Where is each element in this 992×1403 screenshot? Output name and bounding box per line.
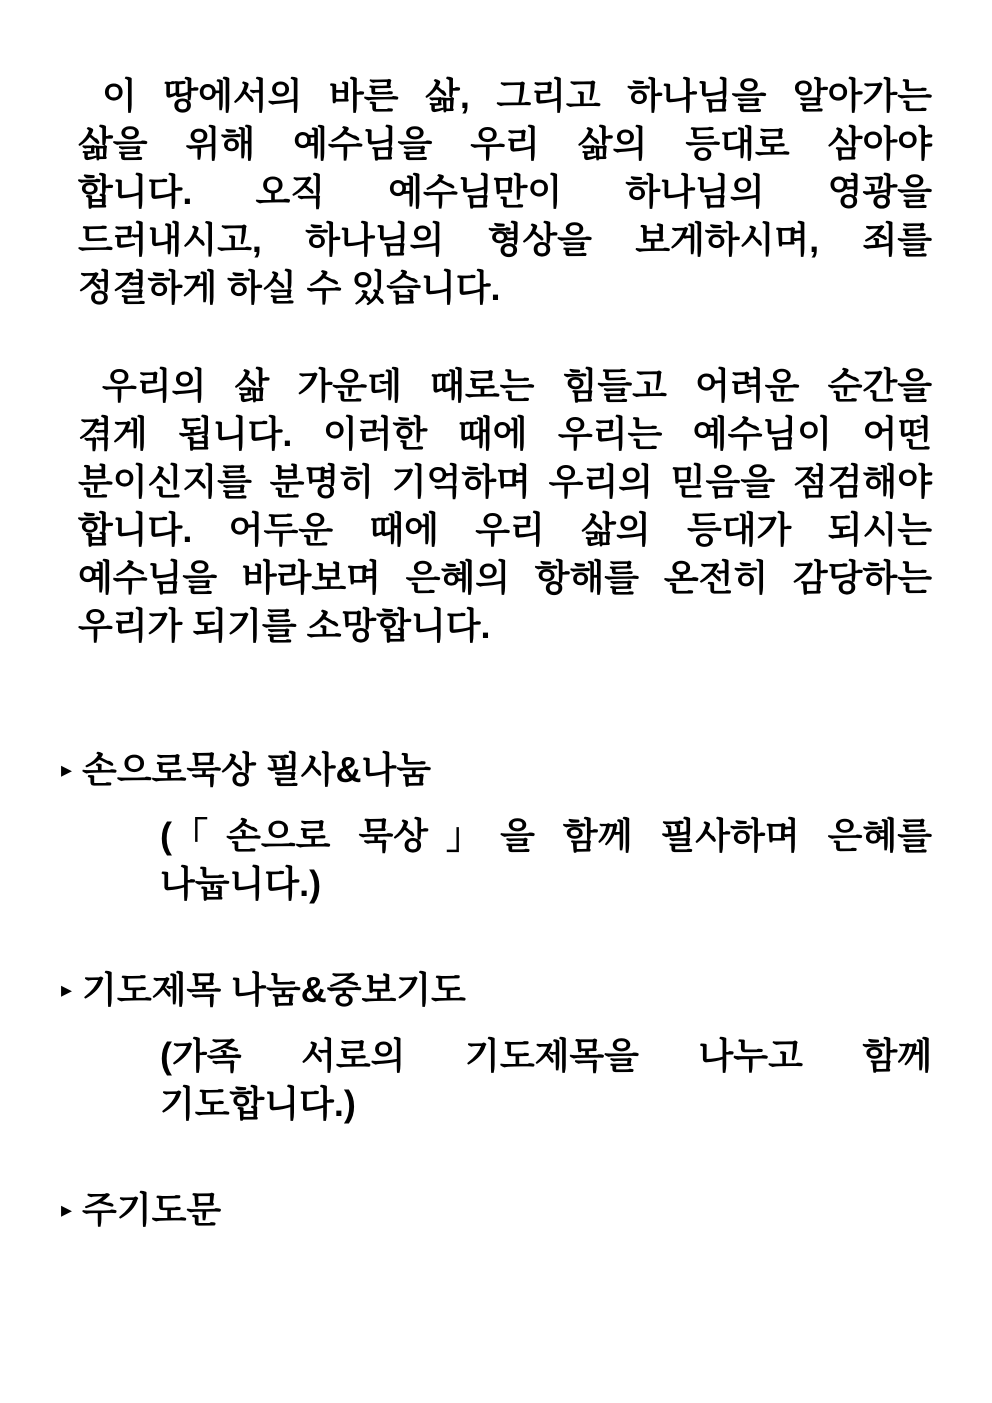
- paragraph-line: 드러내시고, 하나님의 형상을 보게하시며, 죄를: [78, 219, 932, 260]
- agenda-item-description: (「손으로 묵상」을 함께 필사하며 은혜를 나눕니다.): [160, 815, 932, 904]
- agenda-list: [61, 746, 932, 1234]
- agenda-item-lords-prayer: [61, 1186, 932, 1234]
- agenda-item-title: 손으로묵상 필사&나눔: [82, 749, 432, 790]
- bullet-triangle-icon: ▸: [61, 757, 73, 782]
- bullet-triangle-icon: ▸: [61, 977, 73, 1002]
- agenda-item-description: (가족 서로의 기도제목을 나누고 함께 기도합니다.): [160, 1035, 932, 1124]
- paragraph-line: 우리가 되기를 소망합니다.: [78, 605, 491, 646]
- bullet-triangle-icon: ▸: [61, 1197, 73, 1222]
- agenda-title-row: [61, 966, 932, 1014]
- paragraph-1: [78, 72, 932, 312]
- paragraph-line: 삶을 위해 예수님을 우리 삶의 등대로 삼아야: [78, 123, 932, 164]
- paragraph-2: [78, 362, 932, 650]
- agenda-title-row: [61, 1186, 932, 1234]
- paragraph-line: 합니다. 오직 예수님만이 하나님의 영광을: [78, 171, 932, 212]
- agenda-item-title: 주기도문: [82, 1189, 222, 1230]
- agenda-item-title: 기도제목 나눔&중보기도: [82, 969, 466, 1010]
- paragraph-line: 이 땅에서의 바른 삶, 그리고 하나님을 알아가는: [102, 75, 932, 116]
- agenda-item-handwriting-meditation: [61, 746, 932, 908]
- paragraph-line: 합니다. 어두운 때에 우리 삶의 등대가 되시는: [78, 509, 932, 550]
- paragraph-line: 예수님을 바라보며 은혜의 항해를 온전히 감당하는: [78, 557, 932, 598]
- paragraph-line: 분이신지를 분명히 기억하며 우리의 믿음을 점검해야: [78, 461, 932, 502]
- agenda-title-row: [61, 746, 932, 794]
- agenda-item-prayer-sharing: [61, 966, 932, 1128]
- paragraph-line: 정결하게 하실 수 있습니다.: [78, 267, 501, 308]
- paragraph-line: 우리의 삶 가운데 때로는 힘들고 어려운 순간을: [102, 365, 932, 406]
- paragraph-line: 겪게 됩니다. 이러한 때에 우리는 예수님이 어떤: [78, 413, 932, 454]
